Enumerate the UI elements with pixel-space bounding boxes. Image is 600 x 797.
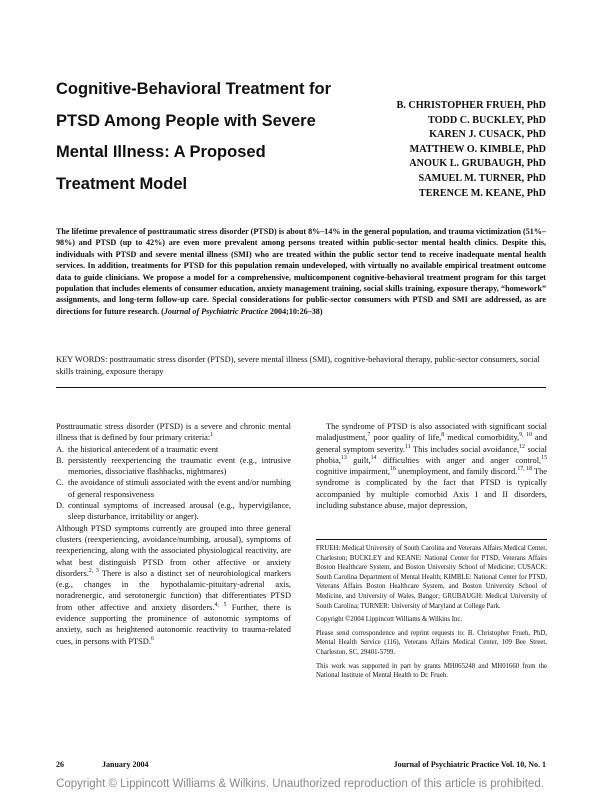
footnote-copyright: Copyright ©2004 Lippincott Williams & Wilkins Inc. [316, 616, 463, 624]
author: MATTHEW O. KIMBLE, PhD [409, 143, 546, 155]
author: KAREN J. CUSACK, PhD [429, 129, 546, 141]
issue-date: January 2004 [102, 760, 149, 769]
footnote-support: This work was supported in part by grants MH065248 and MH01660 from the National Institute of Mental Health to Dr. Frueh. [316, 662, 547, 680]
author: B. CHRISTOPHER FRUEH, PhD [396, 100, 546, 111]
author: SAMUEL M. TURNER, PhD [418, 172, 546, 184]
footnotes [316, 544, 547, 685]
author: ANOUK L. GRUBAUGH, PhD [409, 158, 546, 170]
paragraph: Posttraumatic stress disorder (PTSD) is a severe and chronic mental illness that is defined by four primary criteria:$^1$ [56, 422, 291, 443]
footnote-divider [316, 539, 547, 540]
title-line: Cognitive-Behavioral Treatment for [56, 80, 332, 98]
paragraph: Although PTSD symptoms currently are grouped into three general clusters (reexperiencing, avoidance/numbing, arousal), symptoms of reexperiencing, along with the associated physiological reactivity, are what best distinguish PTSD from other affective or anxiety disorders.$^{2, 3}$ There is also a distinct set of neurobiological markers (e.g., changes in the hypothalamic-pituitary-adrenal axis, noradrenergic, and serotonergic function) that differentiates PTSD from other affective and anxiety disorders.$^{4, 5}$ Further, there is evidence supporting the prominence of autonomic symptoms of anxiety, such as heightened autonomic reactivity to trauma-related cues, in persons with PTSD.$^6$ [56, 523, 291, 646]
author: TODD C. BUCKLEY, PhD [427, 114, 546, 126]
title-line: Treatment Model [56, 174, 188, 193]
abstract [56, 226, 546, 317]
abstract-journal: Journal of Psychiatric Practice [163, 306, 268, 316]
author-list [396, 99, 546, 201]
journal-info: Journal of Psychiatric Practice Vol. 10, No. 1 [393, 760, 546, 769]
abstract-cite: 2004;10:26–38) [267, 306, 323, 316]
criteria-item: C. the avoidance of stimuli associated with the event and/or numbing of general responsiveness [56, 478, 291, 499]
criteria-item: A. the historical antecedent of a traumatic event [56, 444, 219, 454]
abstract-body: The lifetime prevalence of posttraumatic stress disorder (PTSD) is about 8%–14% in the general population, and trauma victimization (51%–98%) and PTSD (up to 42%) are even more prevalent among persons treated within public-sector mental health clinics. Despite this, individuals with PTSD and severe mental illness (SMI) who are treated within the public sector tend to receive inadequate mental health services. In addition, treatments for PTSD for this population remain undeveloped, with virtually no available empirical treatment outcome data to guide clinicians. We propose a model for a comprehensive, multicomponent cognitive-behavioral treatment program for this target population that includes elements of consumer education, anxiety management training, social skills training, exposure therapy, “homework” assignments, and long-term follow-up care. Special considerations for public-sector consumers with PTSD and SMI are addressed, as are directions for future research. ( [56, 227, 546, 316]
footnote-affiliations: FRUEH: Medical University of South Carolina and Veterans Affairs Medical Center, Charleston; BUCKLEY and KEANE: National Center for PTSD, Veterans Affairs Boston Healthcare System, and Boston University School of Medicine; CUSACK: South Carolina Department of Mental Health; KIMBLE: National Center for PTSD, Veterans Affairs Boston Healthcare System, and Boston University School of Medicine, and University of Wales, Bangor; GRUBAUGH: Medical University of South Carolina; TURNER: University of Maryland at College Park. [316, 545, 547, 610]
article-title [56, 74, 356, 200]
title-line: PTSD Among People with Severe [56, 111, 316, 130]
keywords [56, 354, 546, 378]
author: TERENCE M. KEANE, PhD [418, 187, 546, 199]
body-column-left [56, 421, 291, 647]
criteria-item: B. persistently reexperiencing the traumatic event (e.g., intrusive memories, dissociative flashbacks, nightmares) [56, 455, 291, 477]
keywords-label: KEY WORDS: [56, 355, 108, 364]
paragraph: The syndrome of PTSD is also associated with significant social maladjustment,$^7$ poor quality of life,$^8$ medical comorbidity,$^{9, 10}$ and general symptom severity.$^{11}$ This includes social avoidance,$^{12}$ social phobia,$^{13}$ guilt,$^{14}$ difficulties with anger and anger control,$^{15}$ cognitive impairment,$^{16}$ unemployment, and family discord.$^{17, 18}$ The syndrome is complicated by the fact that PTSD is typically accompanied by multiple comorbid Axis I and II disorders, including substance abuse, major depression, [316, 422, 548, 511]
title-line: Mental Illness: A Proposed [56, 143, 266, 161]
copyright-watermark: Copyright © Lippincott Williams & Wilkins. Unauthorized reproduction of this article is prohibited. [56, 778, 544, 790]
keywords-text: posttraumatic stress disorder (PTSD), severe mental illness (SMI), cognitive-behavioral therapy, public-sector consumers, social skills training, exposure therapy [56, 355, 540, 377]
body-column-right [316, 421, 547, 511]
section-divider [56, 387, 546, 388]
criteria-item: D. continual symptoms of increased arousal (e.g., hypervigilance, sleep disturbance, irritability or anger). [56, 501, 291, 522]
page-number: 26 [56, 760, 64, 769]
footnote-correspondence: Please send correspondence and reprint requests to: B. Christopher Frueh, PhD, Mental Health Service (116), Veterans Affairs Medical Center, 109 Bee Street, Charleston, SC, 29401-5799. [316, 629, 547, 656]
